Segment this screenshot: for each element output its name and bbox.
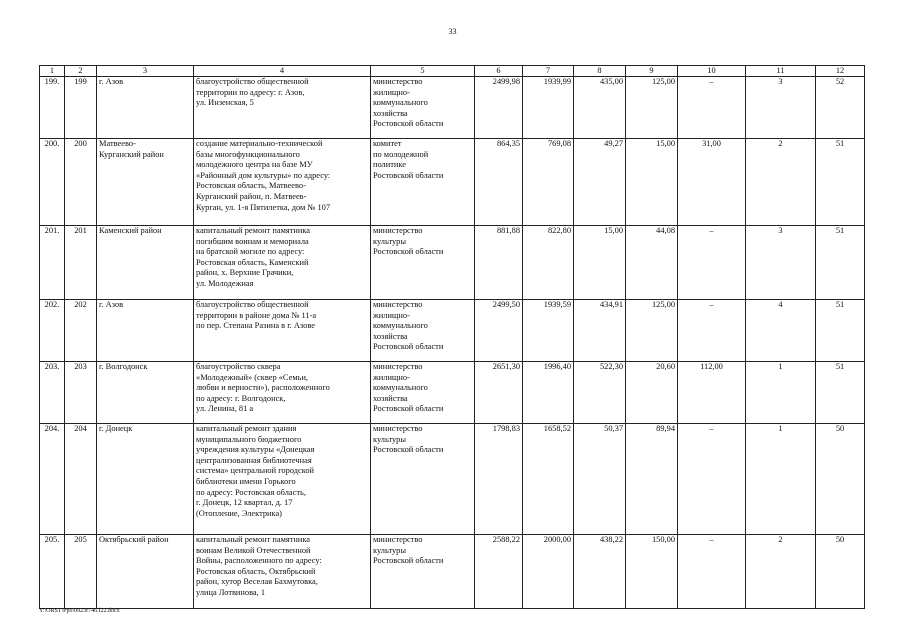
row-number: 204. [40,424,65,535]
table-row [40,139,865,226]
amount-col-7: 1996,40 [523,362,574,424]
row-number: 205. [40,535,65,609]
amount-col-6: 864,35 [475,139,523,226]
description-cell-line: система» центральной городской [196,466,315,476]
amount-col-8: 438,22 [574,535,626,609]
amount-col-10: – [678,300,746,362]
description-cell-line: по адресу: Ростовская область, [196,487,306,497]
description-cell-line: на братской могиле по адресу: [196,247,305,257]
column-number: 4 [194,66,371,77]
amount-col-7: 822,80 [523,226,574,300]
territory-cell-line: Октябрьский район [99,535,169,544]
agency-cell-line: жилищно- [373,372,410,382]
agency-cell-line: коммунального [373,98,428,108]
territory-cell-line: Каменский район [99,226,162,235]
object-code: 203 [65,362,97,424]
description-cell [194,300,371,362]
amount-col-10: – [678,226,746,300]
territory-cell [97,424,194,535]
agency-cell-line: культуры [373,236,406,246]
amount-col-9: 15,00 [626,139,678,226]
territory-cell-line: г. Азов [99,300,124,309]
table-row [40,226,865,300]
object-code: 200 [65,139,97,226]
amount-col-9: 125,00 [626,300,678,362]
description-cell-line: улица Лотвинова, 1 [196,587,266,597]
amount-col-7: 1658,52 [523,424,574,535]
amount-col-10: 112,00 [678,362,746,424]
amount-col-6: 2499,98 [475,77,523,139]
territory-cell [97,226,194,300]
description-cell-line: погибшим воинам и мемориала [196,236,309,246]
table-row [40,300,865,362]
description-cell [194,362,371,424]
agency-cell-line: культуры [373,434,406,444]
file-path: Y:\ORST\Ppo\0923r746.f22.docx [39,608,120,614]
rank-col-11: 1 [746,424,816,535]
column-number: 3 [97,66,194,77]
agency-cell-line: политике [373,160,406,170]
amount-col-6: 881,88 [475,226,523,300]
amount-col-6: 2651,30 [475,362,523,424]
agency-cell-line: Ростовской области [373,247,444,257]
description-cell-line: (Отопление, Электрика) [196,508,282,518]
description-cell-line: «Молодежный» (сквер «Семьи, [196,372,309,382]
amount-col-10: – [678,424,746,535]
agency-cell-line: культуры [373,545,406,555]
agency-cell-line: министерство [373,226,423,235]
amount-col-6: 2588,22 [475,535,523,609]
rank-col-11: 2 [746,139,816,226]
territory-cell-line: г. Донецк [99,424,133,433]
agency-cell [371,77,475,139]
description-cell-line: Ростовская область, Матвеево- [196,181,306,191]
description-cell-line: благоустройство общественной [196,77,309,86]
object-code: 205 [65,535,97,609]
description-cell-line: Войны, расположенного по адресу: [196,556,322,566]
table-row [40,535,865,609]
description-cell-line: благоустройство сквера [196,362,281,371]
description-cell-line: капитальный ремонт здания [196,424,297,433]
description-cell-line: Курган, ул. 1-я Пятилетка, дом № 107 [196,202,331,212]
description-cell-line: по адресу: г. Волгодонск, [196,393,286,403]
description-cell-line: г. Донецк, 12 квартал, д. 17 [196,498,293,508]
description-cell-line: учреждения культуры «Донецкая [196,445,315,455]
object-code: 199 [65,77,97,139]
amount-col-9: 44,08 [626,226,678,300]
column-number: 8 [574,66,626,77]
territory-cell [97,300,194,362]
description-cell-line: централизованная библиотечная [196,455,312,465]
table-row [40,77,865,139]
column-number: 2 [65,66,97,77]
agency-cell [371,300,475,362]
score-col-12: 52 [816,77,865,139]
agency-cell-line: комитет [373,139,402,148]
description-cell-line: библиотеки имени Горького [196,476,296,486]
amount-col-8: 522,30 [574,362,626,424]
description-cell-line: по пер. Степана Разина в г. Азове [196,321,315,331]
agency-cell-line: коммунального [373,321,428,331]
agency-cell [371,424,475,535]
description-cell-line: «Районный дом культуры» по адресу: [196,170,331,180]
territory-cell-line: Матвеево- [99,139,136,148]
object-code: 204 [65,424,97,535]
amount-col-8: 435,00 [574,77,626,139]
territory-cell [97,139,194,226]
description-cell-line: благоустройство общественной [196,300,309,309]
amount-col-8: 15,00 [574,226,626,300]
amount-col-7: 2000,00 [523,535,574,609]
column-number: 5 [371,66,475,77]
description-cell-line: Курганский район, п. Матвеев- [196,191,307,201]
description-cell-line: воинам Великой Отечественной [196,545,311,555]
column-number: 7 [523,66,574,77]
agency-cell-line: хозяйства [373,393,408,403]
agency-cell [371,535,475,609]
amount-col-10: – [678,77,746,139]
description-cell-line: муниципального бюджетного [196,434,302,444]
rank-col-11: 3 [746,77,816,139]
amount-col-7: 1939,59 [523,300,574,362]
description-cell-line: территории в районе дома № 11-а [196,310,317,320]
agency-cell-line: по молодежной [373,149,429,159]
territory-cell-line: г. Волгодонск [99,362,148,371]
agency-cell [371,362,475,424]
amount-col-9: 20,60 [626,362,678,424]
description-cell-line: капитальный ремонт памятника [196,535,311,544]
agency-cell-line: министерство [373,362,423,371]
description-cell-line: ул. Молодежная [196,278,254,288]
agency-cell-line: жилищно- [373,87,410,97]
territory-cell-line: Курганский район [99,149,164,159]
territory-cell [97,362,194,424]
amount-col-7: 1939,99 [523,77,574,139]
row-number: 199. [40,77,65,139]
territory-cell-line: г. Азов [99,77,124,86]
agency-cell-line: хозяйства [373,331,408,341]
column-number-row [40,66,865,77]
table-row [40,362,865,424]
score-col-12: 51 [816,139,865,226]
score-col-12: 51 [816,362,865,424]
page-number: 33 [448,27,457,36]
rank-col-11: 1 [746,362,816,424]
score-col-12: 50 [816,424,865,535]
description-cell-line: любви и верности»), расположенного [196,383,330,393]
description-cell-line: Ростовская область, Октябрьский [196,566,316,576]
agency-cell-line: Ростовской области [373,556,444,566]
territory-cell [97,535,194,609]
column-number: 1 [40,66,65,77]
column-number: 12 [816,66,865,77]
agency-cell-line: министерство [373,424,423,433]
agency-cell-line: коммунального [373,383,428,393]
rank-col-11: 4 [746,300,816,362]
agency-cell-line: хозяйства [373,108,408,118]
amount-col-9: 150,00 [626,535,678,609]
amount-col-6: 2499,50 [475,300,523,362]
agency-cell [371,226,475,300]
description-cell [194,139,371,226]
row-number: 202. [40,300,65,362]
description-cell-line: базы многофункционального [196,149,300,159]
agency-cell-line: министерство [373,77,423,86]
agency-cell-line: Ростовской области [373,170,444,180]
agency-cell-line: министерство [373,535,423,544]
table-row [40,424,865,535]
description-cell-line: капитальный ремонт памятника [196,226,311,235]
description-cell-line: район, хутор Веселая Бахмутовка, [196,577,318,587]
column-number: 9 [626,66,678,77]
column-number: 6 [475,66,523,77]
rank-col-11: 3 [746,226,816,300]
amount-col-10: – [678,535,746,609]
description-cell-line: Ростовская область, Каменский [196,257,309,267]
agency-cell-line: жилищно- [373,310,410,320]
description-cell-line: территории по адресу: г. Азов, [196,87,305,97]
row-number: 203. [40,362,65,424]
agency-cell [371,139,475,226]
amount-col-7: 769,08 [523,139,574,226]
description-cell-line: ул. Ленина, 81 а [196,404,254,414]
row-number: 201. [40,226,65,300]
amount-col-8: 50,37 [574,424,626,535]
description-cell-line: ул. Инзенская, 5 [196,98,254,108]
rank-col-11: 2 [746,535,816,609]
row-number: 200. [40,139,65,226]
agency-cell-line: министерство [373,300,423,309]
amount-col-10: 31,00 [678,139,746,226]
score-col-12: 51 [816,226,865,300]
agency-cell-line: Ростовской области [373,404,444,414]
score-col-12: 50 [816,535,865,609]
description-cell [194,77,371,139]
territory-cell [97,77,194,139]
description-cell-line: молодежного центра на базе МУ [196,160,313,170]
description-cell [194,424,371,535]
column-number: 10 [678,66,746,77]
agency-cell-line: Ростовской области [373,445,444,455]
program-table [39,65,865,609]
agency-cell-line: Ростовской области [373,342,444,352]
amount-col-8: 49,27 [574,139,626,226]
object-code: 202 [65,300,97,362]
amount-col-9: 125,00 [626,77,678,139]
score-col-12: 51 [816,300,865,362]
amount-col-9: 89,94 [626,424,678,535]
agency-cell-line: Ростовской области [373,119,444,129]
description-cell [194,226,371,300]
description-cell-line: район, х. Верхние Грачики, [196,268,294,278]
column-number: 11 [746,66,816,77]
description-cell [194,535,371,609]
object-code: 201 [65,226,97,300]
amount-col-6: 1798,83 [475,424,523,535]
amount-col-8: 434,91 [574,300,626,362]
description-cell-line: создание материально-технической [196,139,323,148]
